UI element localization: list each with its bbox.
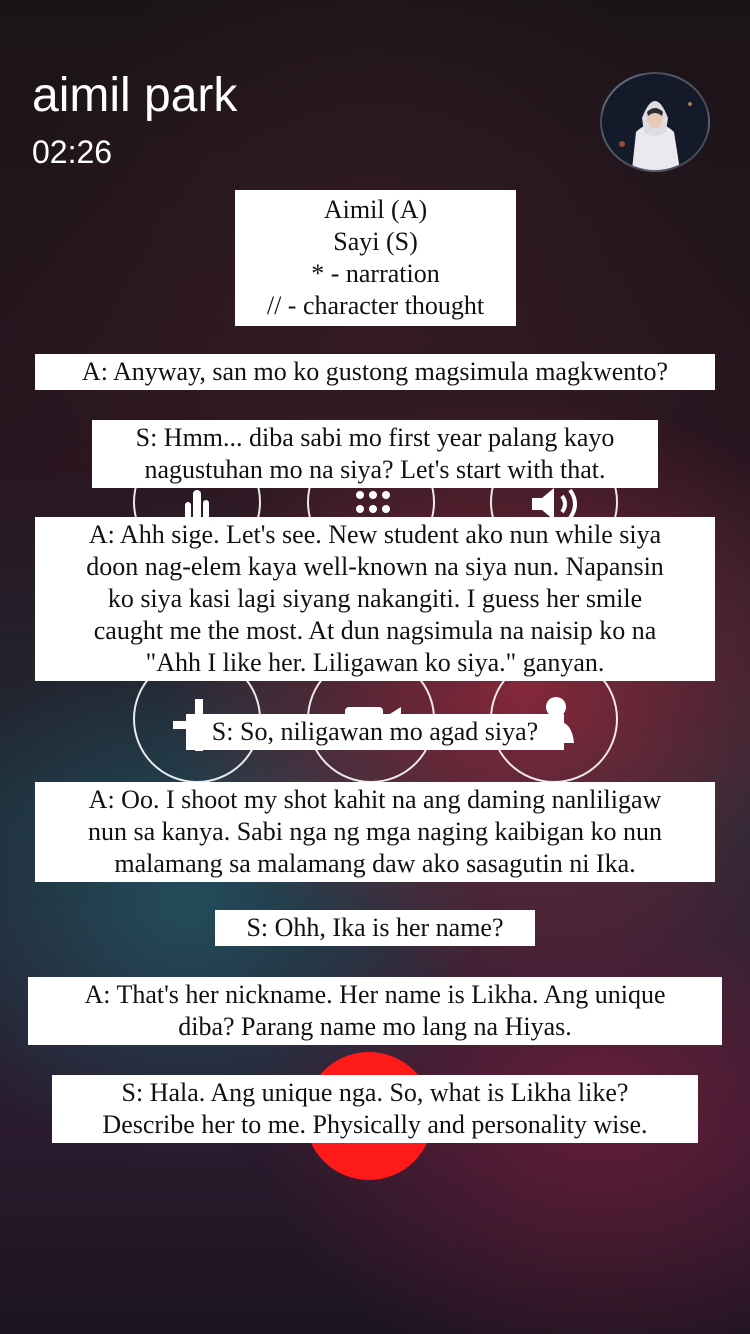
message-line: S: Hala. Ang unique nga. So, what is Likha like? xyxy=(121,1078,629,1107)
message-line: nun sa kanya. Sabi nga ng mga naging kaibigan ko nun xyxy=(87,817,663,846)
legend-caption xyxy=(235,190,516,326)
message-caption xyxy=(92,420,658,488)
message-line: "Ahh I like her. Liligawan ko siya." ganyan. xyxy=(145,648,605,677)
message-line: S: Hmm... diba sabi mo first year palang kayo xyxy=(135,423,615,452)
message-line: A: Oo. I shoot my shot kahit na ang daming nanliligaw xyxy=(88,785,662,814)
avatar-photo xyxy=(602,74,708,170)
message-line: diba? Parang name mo lang na Hiyas. xyxy=(178,1012,572,1041)
message-line: A: That's her nickname. Her name is Likha. Ang unique xyxy=(84,980,666,1009)
message-line: S: So, niligawan mo agad siya? xyxy=(211,717,539,746)
avatar[interactable] xyxy=(600,72,710,172)
message-line: caught me the most. At dun nagsimula na naisip ko na xyxy=(93,616,657,645)
legend-line: Sayi (S) xyxy=(333,227,418,256)
message-caption xyxy=(186,714,564,750)
message-caption xyxy=(215,910,535,946)
message-caption xyxy=(35,517,715,681)
message-caption xyxy=(28,977,722,1045)
story-timestamp: 02:26 xyxy=(32,134,113,170)
message-caption xyxy=(35,354,715,390)
message-line: doon nag-elem kaya well-known na siya nun. Napansin xyxy=(86,552,664,581)
contact-name: aimil park xyxy=(32,69,238,122)
legend-line: // - character thought xyxy=(266,291,485,320)
message-line: A: Ahh sige. Let's see. New student ako nun while siya xyxy=(88,520,662,549)
message-caption xyxy=(52,1075,698,1143)
message-line: nagustuhan mo na siya? Let's start with that. xyxy=(144,455,606,484)
message-line: malamang sa malamang daw ako sasagutin ni Ika. xyxy=(114,849,636,878)
legend-line: * - narration xyxy=(311,259,440,288)
message-line: A: Anyway, san mo ko gustong magsimula magkwento? xyxy=(81,357,669,386)
message-caption xyxy=(35,782,715,882)
legend-line: Aimil (A) xyxy=(323,195,428,224)
message-line: Describe her to me. Physically and personality wise. xyxy=(102,1110,648,1139)
message-line: ko siya kasi lagi siyang nakangiti. I guess her smile xyxy=(107,584,643,613)
message-line: S: Ohh, Ika is her name? xyxy=(246,913,504,942)
